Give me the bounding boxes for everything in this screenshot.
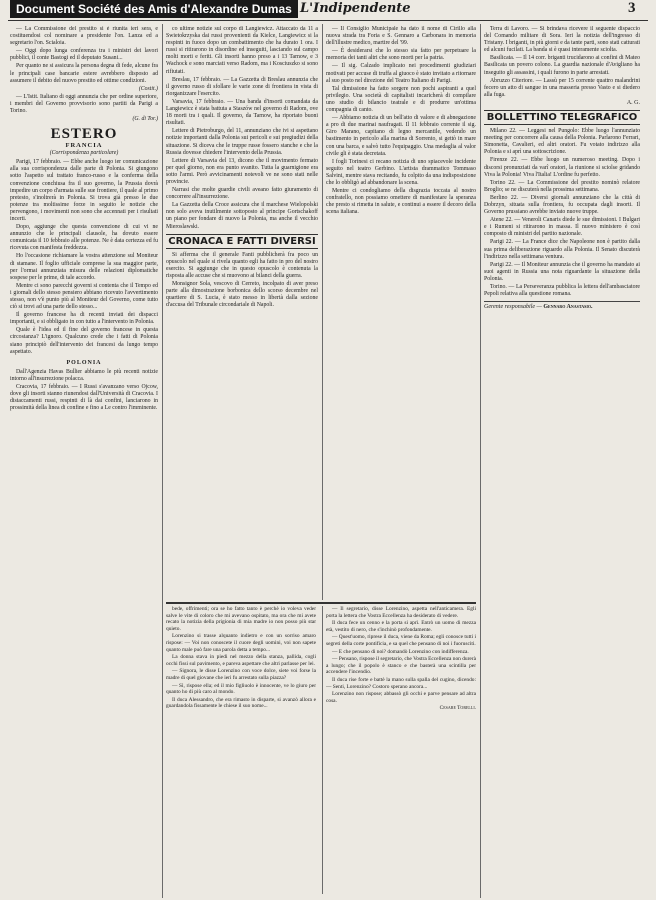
article-paragraph: Breslau, 17 febbraio. — La Gazzetta di Breslau annunzia che il governo russo di sfollare le varie zone di frontiera in vista di riorganizzare l'esercito.: [166, 76, 318, 97]
column-3: [326, 26, 476, 600]
telegram-item: Torino 22. — La Commissione del prestito nominò relatore Broglio; se ne discuterà nella prossima settimana.: [484, 179, 640, 193]
feuilleton-paragraph: Il duca rise forte e battè la mano sulla spalla del cugino, dicendo: — Senti, Lorenzino? Costoro sperano ancora...: [326, 676, 476, 690]
article-paragraph: — Abbiamo notizia di un bell'atto di valore e di abnegazione a pro di due marinai naufragati. Il 11 febbraio corrente il sig. Giro Marano, capitano di legno mercantile, vedendo un bastimento in pericolo alla marina di Sorrento, si gettò in mare con una barca, e salvò tutto l'equipaggio. Una medaglia al valor civile gli è stata decretata.: [326, 115, 476, 157]
estero-section-heading: [10, 126, 158, 157]
section-title: ESTERO: [50, 126, 118, 143]
article-paragraph: — Il sig. Calzado implicato nei procedimenti giudiziari motivati per accuse di truffa al giuoco è stato invitato a ritornare al suo posto nel direzione del Teatro Italiano di Parigi.: [326, 63, 476, 84]
article-paragraph: Abruzzo Citeriore. — Lassù per 15 corrente quattro malandrini fecero un atto di sangue in una masseria presso Vasto e si diedero alla fuga.: [484, 77, 640, 98]
article-paragraph: La Gazzetta della Croce assicura che il marchese Wielopolski non solo aveva inutilmente sottoposto al principe Gortschakoff un piano per fondare di nuovo la Polonia, ma anche il vecchio Mieroslawski.: [166, 202, 318, 230]
translator-signature: Cesare Torelli.: [439, 705, 476, 712]
article-paragraph: — È desiderarsi che lo stesso sia fatto per perpetuare la memoria dei tanti altri che sono morti per la patria.: [326, 48, 476, 62]
article-paragraph: — Oggi dopo lunga conferenza tra i ministri dei lavori pubblici, il conte Bastogi ed il deputato Susani...: [10, 48, 158, 62]
article-paragraph: Narrasi che molte guardie civili aveano fatto giuramento di concorrere all'insurrezione.: [166, 187, 318, 201]
article-paragraph: Quale è l'idea ed il fine del governo francese in questa circostanza? L'ignoro. Qualcuno crede che i fatti di Polonia siano principiò dell'intervento dei francesi da lungo tempo aspettato.: [10, 327, 158, 355]
article-paragraph: Parigi, 17 febbraio. — Ebbe anche luogo ier comunicazione alla sua corrispondenza dalle parte di Polonia. Si giungono sotto l'aspetto sul trattato franco-russo e la conferma della convenzione conchiusa fra il suo governo, la Prussia dovrà impedire un corpo d'armata sulle sue frontiere, il quale al primo pretesto, s'inoltrerà in Polonia. Si trova già presso le due potenze tra moltissime forze in seguito le notizie che pervengono, i movimenti non sono che accennati per i risultati incerti.: [10, 159, 158, 222]
column-divider: [322, 606, 323, 894]
article-paragraph: Tal dimissione ha fatto sorgere non pochi aspiranti a quel privilegio. Una società di capitalisti incaricherà di compilare uno studio di bilancio teatrale e di produrre un'ottima compagnia di canto.: [326, 85, 476, 114]
article-paragraph: Dopo, aggiunge che questa convenzione di cui vi ne annunzio che le principali clausole, ha dovuto essere comunicata il 10 febbraio alle potenze. Ne è data certezza ed fu ricevuta con manifesta freddezza.: [10, 224, 158, 252]
article-paragraph: Dall'Agenzia Havas Bullier abbiamo le più recenti notizie intorno all'insurrezione polacca.: [10, 368, 158, 382]
article-paragraph: Mentre ci sono parecchi governi si contenta che il Tempo ed i giornali dello stesso pensiero abbiano ricevuto l'avvertimento stesso, non v'è punto più al Moniteur del Governo, come tutto ciò si trovi ad una parte dello stesso...: [10, 282, 158, 311]
article-paragraph: Varsavia, 17 febbraio. — Una banda d'insorti comandata da Langiewicz è stata battuta a Staszów nel governo di Radom, ove 18 morti tra i quali. Il governo, da Tarnow, ha riportato buoni risultati.: [166, 98, 318, 127]
telegram-item: Berlino 22. — Diversi giornali annunziano che la città di Dobrzyn, situata sulla frontiera, fu occupata dagli insorti. Il Governo prussiano avrebbe inviato nuove truppe.: [484, 194, 640, 216]
telegram-item: Parigi 22. — La France dice che Napoleone non è partito dalla sua prima deliberazione riguardo alla Polonia. Il Senato discuterà l'indirizzo nella settimana ventura.: [484, 239, 640, 260]
article-paragraph: Mentre ci condogliamo della disgrazia toccata al nostro confratello, non possiamo omettere di manifestare la speranza che presto si rimetta in salute, e continui a essere il decoro della scena italiana.: [326, 188, 476, 216]
responsible-editor-line: Gerente responsabile — Gennaro Anastasio.: [484, 301, 640, 311]
telegram-item: Milano 22. — Leggesi nel Pungolo: Ebbe luogo l'annunziato meeting per concorrere alla causa della Polonia. Parlarono Ferrari, Simonetta, Cavalieri, ed altri oratori. Fu votato indirizzo alla Polonia e si aprì una sottoscrizione.: [484, 128, 640, 156]
article-paragraph: Per quanto ne si assicura la persona degna di fede, alcune fra le principali case bancarie estere avrebbero disposto ad assumere il debito del nuovo prestito ed ottime condizioni.: [10, 63, 158, 84]
article-paragraph: Terra di Lavoro. — Si brindava ricevere il seguente dispaccio del Comando militare di Sora. Ieri la notizia dell'ingresso di Tristany. I briganti, in più giorni e da tante parti, sono stati catturati ed alcuni fucilati. La banda si è quasi interamente sciolta.: [484, 26, 640, 54]
telegram-item: Parigi 22. — Il Moniteur annunzia che il governo ha mandato ai suoi agenti in Russia una nota riguardante la situazione della Polonia.: [484, 261, 640, 282]
feuilleton-paragraph: Lorenzino si trasse alquanto indietro e con un sorriso amaro rispose: — Voi non conoscete il cuore degli uomini, voi non sapete quanto male può fare una parola detta a tempo...: [166, 633, 316, 653]
article-paragraph: Basilicata. — Il 14 corr. briganti trucidarono ai confini di Mateo Basilicata un povero colono. La guardia nazionale d'Avigliano ha inseguito gli assassini, i quali furono in parte arrestati.: [484, 55, 640, 76]
article-paragraph: Lettere di Pietroburgo, del 11, annunziano che ivi si aspettano notizie importanti dalla Polonia sui pericoli e sui pregiudizi della situazione. Si diceva che le truppe russe fossero stanche e che la Russia dovesse chiedere l'intervento della Prussia.: [166, 128, 318, 156]
column-divider: [322, 24, 323, 600]
feuilleton-column-1: [166, 606, 316, 892]
article-paragraph: I fogli Torinesi ci recano notizia di uno spiacevole incidente seguito nel teatro Gerbino. L'artista drammatico Tommaso Salvini, mentre stava recitando, fu colpito da una indisposizione che lo obbligò ad abbandonare la scena.: [326, 158, 476, 186]
article-paragraph: — La Commissione del prestito si è riunita ieri sera, e costituendosi col nominare a presidente l'on. Lanza ed a segretario l'on. Scialoia.: [10, 26, 158, 47]
telegram-item: Firenze 22. — Ebbe luogo un numeroso meeting. Dopo i discorsi pronunziati da varî oratori, la riunione si sciolse gridando Viva la Polonia! Viva l'Italia! L'ordine fu perfetto.: [484, 157, 640, 178]
article-paragraph: — Il Consiglio Municipale ha dato il nome di Cirillo alla nuova strada tra Foria e S. Gennaro a Carbonara in memoria dell'illustre medico, martire del '99.: [326, 26, 476, 47]
header-strip: [0, 0, 656, 18]
section-subtitle: POLONIA: [66, 359, 102, 366]
feuilleton-paragraph: — Il segretario, disse Lorenzino, aspetta nell'anticamera. Egli porta la lettera che Vostra Eccellenza ha desiderato di vedere.: [326, 606, 476, 619]
feuilleton-paragraph: La donna stava in piedi nel mezzo della stanza, pallida, cogli occhi fissi sul pavimento, e pareva aspettare che altri parlasse per lei.: [166, 654, 316, 667]
section-note: (Corrispondenza particolare): [49, 150, 119, 157]
telegraph-section-heading: BOLLETTINO TELEGRAFICO: [484, 110, 640, 125]
article-paragraph: Il governo francese ha di recenti inviati dei dispacci importanti, e si obbligato in con tutto a l'intervento in Polonia.: [10, 312, 158, 326]
feuilleton-paragraph: — E che pensano di noi? domandò Lorenzino con indifferenza.: [332, 648, 469, 655]
feuilleton-paragraph: Lorenzino non rispose; abbassò gli occhi e parve pensare ad altra cosa.: [326, 691, 476, 704]
article-paragraph: Lettere di Varsavia del 13, dicono che il movimento fermato per quel giorno, non era punto svanito. Tutta la guarnigione era sotto l'armi. Però avvicinamenti notevoli ve ne sono stati nelle provincie.: [166, 157, 318, 185]
article-paragraph: Monsignor Sola, vescovo di Cerreto, incolpato di aver preso parte alla dimostrazione borbonica dello scorso decembre nel quartiere di S. Lucia, è stato messo in libertà dalla sezione d'accusa del Tribunale circondariale di Napoli.: [166, 281, 318, 309]
feuilleton-divider: [166, 602, 476, 604]
article-paragraph: — L'Istit. Italiano di oggi annunzia che per ordine superiore, i membri del Governo provvisorio sono partiti da Parigi a Torino.: [10, 93, 158, 115]
cronaca-section-heading: CRONACA E FATTI DIVERSI: [166, 234, 318, 249]
masthead-title: L'Indipendente: [300, 1, 411, 16]
section-subtitle: FRANCIA: [65, 142, 103, 150]
telegram-item: Torino. — La Perseveranza pubblica la lettera dell'ambasciatore Pepoli relativa alla questione romana.: [484, 284, 640, 298]
feuilleton-paragraph: Il duca Alessandro, che era rimasto in disparte, si avanzò allora e guardandola fissamente le chiese il suo nome...: [166, 696, 316, 710]
column-divider: [480, 24, 481, 898]
feuilleton-paragraph: bede, offrimenti; ora se ho fatto tanto è perchè io voleva veder salve le vite di coloro che mi avevano ospitato, ma ora che mi avete recato la notizia della prigionia di mia madre io non posso più star quieto.: [166, 606, 316, 632]
header-rule: [8, 20, 648, 21]
editor-name: Gennaro Anastasio.: [543, 304, 593, 311]
article-paragraph: co ultime notizie sul corpo di Langiewicz. Attaccato da 11 a Swietokrzyska dai russi provenienti da Kielce, Langiewicz si la respinti in fuoco dopo un combattimento che ha durato 1 ora. I russi si ritirarono in disordine ed inseguiti, lasciando sul campo molti morti e feriti. Gli insorti hanno preso a i 13 Tarnow, e 3 Wachock e sono marciati verso Radom, ma i Kosciuszko si sono rifiutati.: [166, 26, 318, 75]
editor-label: Gerente responsabile: [484, 304, 536, 311]
page-number: 3: [628, 0, 636, 16]
feuilleton-paragraph: — Pensano, rispose il segretario, che Vostra Eccellenza non durerà a lungo; che il popolo è stanco e che basterà una scintilla per accendere l'incendio.: [326, 656, 476, 676]
feuilleton-paragraph: — Quest'uomo, riprese il duca, viene da Roma; egli conosce tutti i segreti della corte pontificia, e sa quel che pensano di noi i fuorusciti.: [326, 634, 476, 647]
article-paragraph: Ho l'occasione richiamare la vostra attenzione sul Moniteur di stamane. Il foglio ufficiale comprese la sua maggior parte, per l'ormai annunziata misura delle relazioni diplomatiche sospese per le prime, di tale accordo.: [10, 253, 158, 281]
article-signature: A. G.: [626, 99, 640, 106]
feuilleton-paragraph: — Signora, le disse Lorenzino con voce dolce, siete voi forse la madre di quel giovane che ieri fu arrestato sulla piazza?: [166, 668, 316, 681]
archive-watermark: Document Société des Amis d'Alexandre Dumas: [10, 0, 298, 18]
column-1: [10, 26, 158, 898]
source-reference: (Costit.): [138, 85, 158, 92]
feuilleton-paragraph: Il duca fece un cenno e la porta si aprì. Entrò un uomo di mezza età, vestito di nero, che s'inchinò profondamente.: [326, 620, 476, 633]
polonia-section-heading: [10, 359, 158, 367]
source-reference: (G. di Tor.): [132, 116, 158, 123]
column-4: [484, 26, 640, 898]
telegram-item: Atene 22. — Veneroli Canaris diede le sue dimissioni. I Bulgari e i Rumeni si ritirarono in massa. Il nuovo ministero è così composto di ministri del partito nazionale.: [484, 217, 640, 238]
column-divider: [162, 24, 163, 898]
article-paragraph: Si afferma che il generale Fanti pubblicherà fra poco un opuscolo nel quale si rivela quanto egli ha fatto in pro del nostro esercito. Si aggiunge che in questo opuscolo è contenuta la risposta alle accuse che si muovono ai bilanci della guerra.: [166, 251, 318, 279]
feuilleton-column-2: [326, 606, 476, 892]
feuilleton-paragraph: — Sì, rispose ella; ed il mio figliuolo è innocente, ve lo giuro per quanto ho di più caro al mondo.: [166, 682, 316, 696]
column-2: [166, 26, 318, 600]
article-paragraph: Cracovia, 17 febbraio. — I Russi s'avanzano verso Ojcow, dove gli insorti stanno riunendosi dall'Università di Cracovia. I distaccamenti russi, respinti di là dai confini, lanciarono in prossimità della linea di confine e fino a Le contro l'imminente.: [10, 383, 158, 412]
